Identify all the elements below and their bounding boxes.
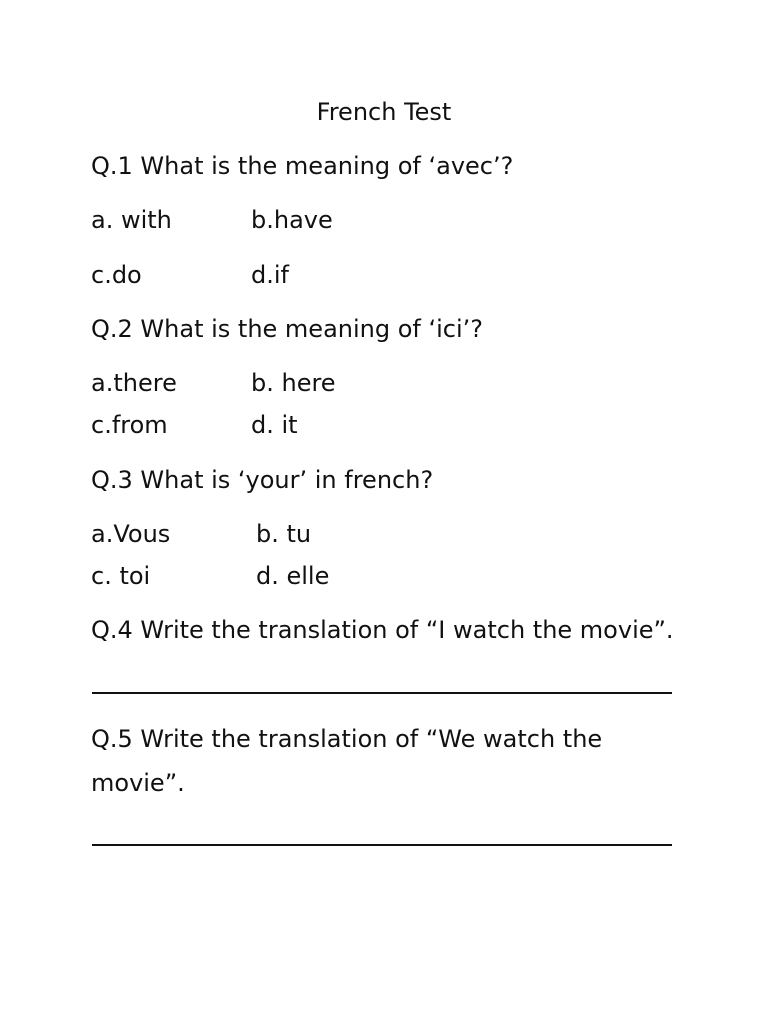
question-2-option-b: b. here [251, 369, 336, 397]
question-1-option-b: b.have [251, 206, 333, 234]
question-3-option-d: d. elle [256, 562, 330, 590]
question-3-prompt: Q.3 What is ‘your’ in french? [91, 466, 434, 494]
question-3-option-a: a.Vous [91, 520, 171, 548]
question-1-prompt: Q.1 What is the meaning of ‘avec’? [91, 152, 514, 180]
question-4-prompt: Q.4 Write the translation of “I watch the movie”. [91, 616, 674, 644]
question-1-option-a: a. with [91, 206, 172, 234]
question-2-prompt: Q.2 What is the meaning of ‘ici’? [91, 315, 484, 343]
question-4-answer-line[interactable] [92, 692, 672, 694]
question-1-option-d: d.if [251, 261, 289, 289]
question-5-prompt-line-1: Q.5 Write the translation of “We watch the [91, 725, 603, 753]
question-2-option-c: c.from [91, 411, 168, 439]
page-title: French Test [316, 98, 452, 126]
question-3-option-b: b. tu [256, 520, 312, 548]
question-5-answer-line[interactable] [92, 844, 672, 846]
question-3-option-c: c. toi [91, 562, 151, 590]
question-1-option-c: c.do [91, 261, 142, 289]
question-5-prompt-line-2: movie”. [91, 769, 185, 797]
question-2-option-d: d. it [251, 411, 298, 439]
question-2-option-a: a.there [91, 369, 177, 397]
